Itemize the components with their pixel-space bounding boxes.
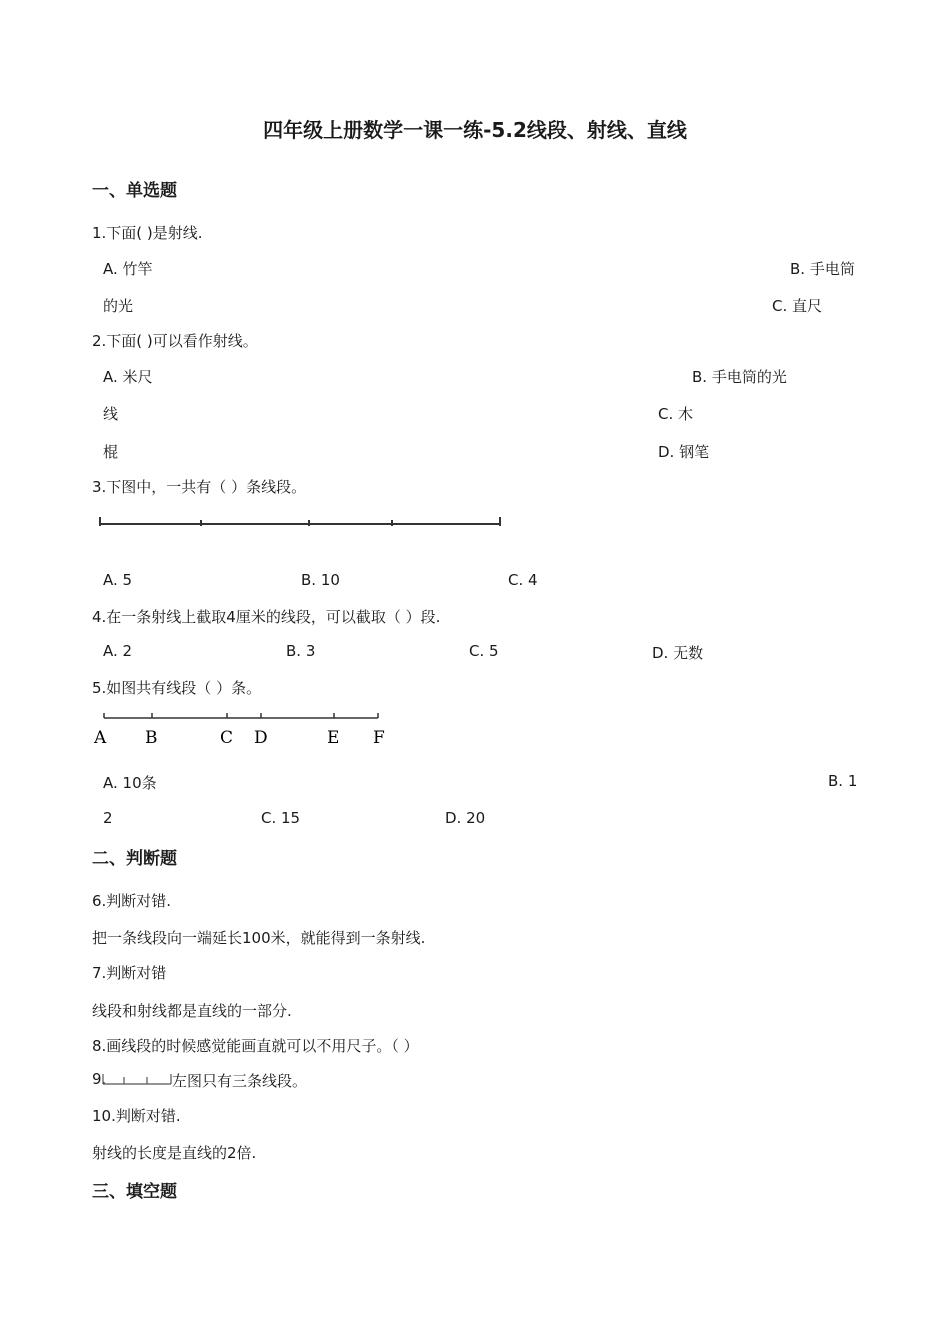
question-5-option-b[interactable]: B. 1 [828,772,858,790]
question-3-segment-figure [96,514,506,534]
question-4-option-c[interactable]: C. 5 [469,642,499,660]
page-title: 四年级上册数学一课一练-5.2线段、射线、直线 [263,118,687,142]
question-1-stem: 1.下面( )是射线. [92,224,203,242]
question-10-body: 射线的长度是直线的2倍. [92,1144,257,1162]
section-heading-true-false: 二、判断题 [92,849,177,869]
section-heading-single-choice: 一、单选题 [92,181,177,201]
question-2-stem: 2.下面( )可以看作射线。 [92,332,258,350]
question-1-option-a[interactable]: A. 竹竿 [103,260,153,278]
point-label-b: B [145,728,158,748]
question-10-stem: 10.判断对错. [92,1107,181,1125]
question-7-stem: 7.判断对错 [92,964,167,982]
section-heading-fill-in: 三、填空题 [92,1182,177,1202]
question-3-option-c[interactable]: C. 4 [508,571,538,589]
question-5-option-a[interactable]: A. 10条 [103,774,157,792]
point-label-e: E [327,728,340,748]
question-2-option-b-wrap: 线 [103,405,119,423]
question-7-body: 线段和射线都是直线的一部分. [92,1002,292,1020]
point-label-a: A [94,728,107,748]
question-2-option-b[interactable]: B. 手电筒的光 [692,368,787,386]
question-5-option-b-wrap: 2 [103,809,113,827]
question-2-option-c-wrap: 棍 [103,443,119,461]
question-9-text: 左图只有三条线段。 [172,1072,308,1090]
question-4-option-a[interactable]: A. 2 [103,642,133,660]
point-label-d: D [254,728,268,748]
question-8-stem: 8.画线段的时候感觉能画直就可以不用尺子。（ ） [92,1037,419,1055]
point-label-c: C [220,728,234,748]
question-1-option-c[interactable]: C. 直尺 [772,297,823,315]
question-2-option-d[interactable]: D. 钢笔 [658,443,710,461]
point-label-f: F [373,728,385,748]
question-1-option-b[interactable]: B. 手电筒 [790,260,855,278]
question-4-option-d[interactable]: D. 无数 [652,644,704,662]
question-3-option-b[interactable]: B. 10 [301,571,340,589]
question-1-option-b-wrap: 的光 [103,297,134,315]
question-4-option-b[interactable]: B. 3 [286,642,316,660]
question-5-option-c[interactable]: C. 15 [261,809,301,827]
question-3-option-a[interactable]: A. 5 [103,571,133,589]
question-6-body: 把一条线段向一端延长100米，就能得到一条射线. [92,929,426,947]
question-9-prefix: 9. [92,1070,107,1088]
question-9-segment-figure [102,1072,172,1086]
question-2-option-c[interactable]: C. 木 [658,405,694,423]
question-5-stem: 5.如图共有线段（ ）条。 [92,679,262,697]
question-2-option-a[interactable]: A. 米尺 [103,368,153,386]
question-5-option-d[interactable]: D. 20 [445,809,486,827]
question-4-stem: 4.在一条射线上截取4厘米的线段，可以截取（ ）段. [92,608,441,626]
question-5-segment-figure [92,708,392,750]
question-6-stem: 6.判断对错. [92,892,172,910]
question-3-stem: 3.下图中，一共有（ ）条线段。 [92,478,307,496]
